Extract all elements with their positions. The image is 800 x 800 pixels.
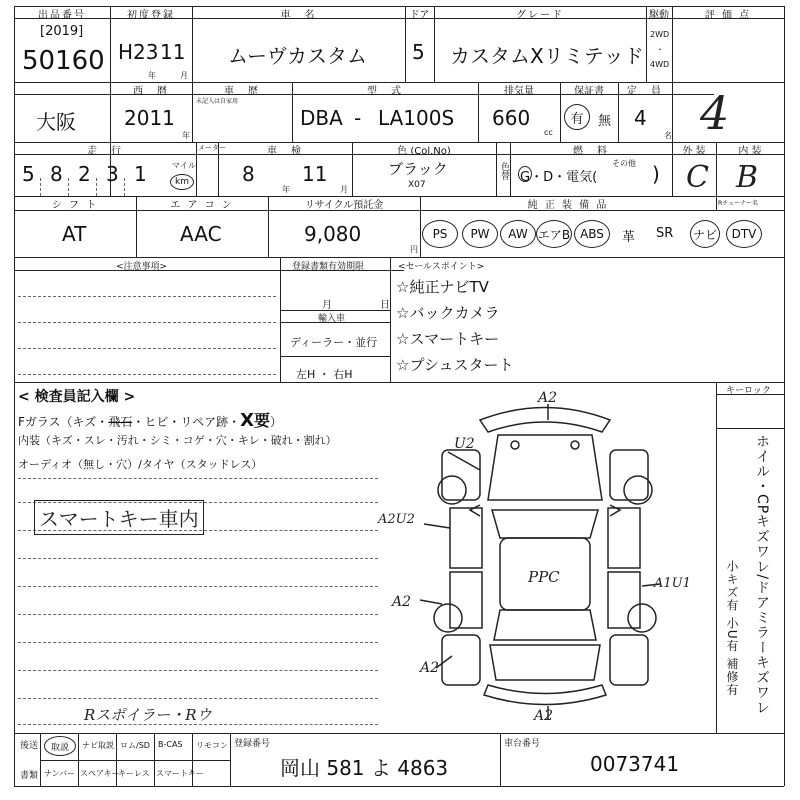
footer-spare-key: スペアキー	[80, 769, 120, 778]
inspection-month-unit: 月	[340, 185, 348, 194]
model-code: LA100S	[378, 106, 455, 130]
first-reg-month: 11	[160, 40, 186, 64]
recycle-value: 9,080	[304, 222, 362, 246]
fuel-close: )	[652, 162, 660, 186]
equip-abs: ABS	[574, 220, 610, 248]
footer-remote: リモコン	[196, 741, 228, 750]
selling-point: ☆プシュスタート	[396, 356, 514, 374]
shift-value: AT	[62, 222, 87, 246]
equip-dtv: DTV	[726, 220, 762, 248]
history-note: 未記入は自家用	[196, 98, 239, 105]
inspection-year-unit: 年	[282, 185, 290, 194]
color-name: ブラック	[388, 160, 448, 178]
selling-points-label: <セールスポイント>	[398, 262, 485, 272]
footer-navi-manual: ナビ取説	[82, 741, 114, 750]
hood	[488, 435, 602, 500]
damage-mark-bottom: A2	[534, 708, 554, 724]
import-label: 輸入車	[318, 314, 346, 324]
interior-label: 内 装	[738, 146, 762, 157]
caution-label: <注意事項>	[116, 262, 168, 272]
reg-expiry-label: 登録書類有効期限	[292, 262, 365, 272]
tuner-label: Rチューナー名	[718, 200, 758, 207]
equip-sunroof: SR	[656, 226, 674, 241]
left-front-fender	[442, 450, 480, 500]
drive-4wd: 4WD	[650, 60, 670, 69]
exterior-grade: C	[686, 160, 709, 195]
interior-damage-line: 内装（キズ・スレ・汚れ・シミ・コゲ・穴・キレ・破れ・割れ）	[18, 434, 337, 447]
rear-bumper	[484, 685, 606, 705]
color-number: X07	[408, 180, 426, 190]
door-count: 5	[412, 40, 425, 64]
fuel-options: G・D・電気(	[520, 170, 598, 185]
interior-grade: B	[736, 160, 759, 195]
model-prefix: DBA	[300, 106, 343, 130]
windshield	[492, 510, 598, 538]
handwritten-note-spoiler: Rスポイラー・Rウ	[84, 706, 212, 724]
footer-bcas: B-CAS	[158, 740, 183, 749]
car-name: ムーヴカスタム	[228, 44, 367, 68]
scratch-note: 小キズ有 小U有 補修有	[725, 560, 739, 697]
mile-unit: マイル	[172, 161, 196, 170]
month-unit: 月	[180, 71, 188, 80]
lot-number: 50160	[22, 46, 105, 76]
grade-label: グレード	[516, 10, 564, 21]
dealer-parallel: ディーラー・並行	[290, 336, 378, 349]
first-reg-label: 初度登録	[127, 10, 175, 21]
year-bracket: [2019]	[40, 24, 84, 39]
handwritten-note-smartkey: スマートキー車内	[34, 500, 204, 535]
displacement-value: 660	[492, 106, 531, 130]
damage-mark-upper-left: U2	[454, 436, 475, 452]
region: 大阪	[36, 110, 76, 134]
aircon-label: エ ア コ ン	[170, 200, 234, 211]
footer-manual: 取説	[44, 736, 76, 756]
equip-airbag: エアB	[536, 220, 572, 248]
yen-unit: 円	[410, 245, 418, 254]
reg-expiry-month: 月	[322, 300, 332, 311]
plate-label: 登録番号	[234, 739, 271, 749]
car-condition-diagram	[380, 390, 710, 730]
mark-arrow	[420, 600, 442, 604]
footer-send-label: 後送	[20, 741, 39, 751]
model-label: 型 式	[367, 86, 403, 97]
fglass-line: Fガラス（キズ・飛石・ヒビ・リペア跡・X要）	[18, 410, 283, 431]
right-front-fender	[610, 450, 648, 500]
selling-point: ☆純正ナビTV	[396, 278, 489, 296]
inspection-label: 車 検	[267, 146, 303, 157]
capacity-label: 定 員	[627, 86, 663, 97]
fuel-other: その他	[612, 159, 636, 168]
lot-no-label: 出品番号	[38, 10, 86, 21]
vin-number: 0073741	[590, 752, 680, 776]
mark-arrow	[424, 524, 450, 528]
door-label: ドア	[409, 10, 430, 21]
selling-point: ☆スマートキー	[396, 330, 500, 348]
warranty-label: 保証書	[574, 86, 604, 97]
mark-arrow	[448, 452, 480, 470]
right-mirror	[610, 505, 620, 516]
equip-aw: AW	[500, 220, 536, 248]
km-unit: km	[170, 174, 194, 190]
displacement-label: 排気量	[504, 86, 534, 97]
warranty-yes: 有	[564, 104, 590, 130]
footer-rom-sd: ロム/SD	[120, 741, 150, 750]
vin-label: 車台番号	[504, 739, 541, 749]
model-dash: -	[354, 106, 362, 130]
reg-expiry-day: 日	[380, 300, 390, 311]
selling-point: ☆バックカメラ	[396, 304, 500, 322]
fuel-label: 燃 料	[573, 146, 609, 157]
cc-unit: cc	[544, 128, 553, 137]
recycle-label: リサイクル預託金	[304, 200, 384, 211]
headlight	[571, 441, 579, 449]
drive-dot: ・	[656, 45, 664, 54]
mileage-digit: 2	[78, 162, 91, 186]
keylock-label: キーロック	[726, 386, 771, 396]
drive-2wd: 2WD	[650, 30, 670, 39]
wheel-rear-right	[628, 604, 656, 632]
footer-docs-label: 書類	[20, 771, 39, 781]
equip-ps: PS	[422, 220, 458, 248]
warranty-no: 無	[598, 114, 612, 129]
rear-gate	[490, 645, 600, 680]
history-label: 車 歴	[224, 86, 260, 97]
left-rear-door	[450, 572, 482, 628]
right-rear-door	[608, 572, 640, 628]
wheel-mirror-note: ホイル・CPキズワレ/ドアミラーキズワレ	[754, 434, 770, 715]
mileage-meter-label: メーター	[198, 144, 226, 152]
damage-mark-rear-left: A2	[420, 660, 440, 676]
capacity-value: 4	[634, 106, 647, 130]
inspection-month: 11	[302, 162, 328, 186]
damage-mark-left-door: A2U2	[378, 512, 415, 527]
equip-pw: PW	[462, 220, 498, 248]
drive-label: 駆動	[649, 10, 669, 21]
damage-mark-left-lower: A2	[392, 594, 412, 610]
equipment-label: 純 正 装 備 品	[527, 200, 609, 211]
year-unit: 年	[148, 71, 156, 80]
damage-mark-top: A2	[538, 390, 558, 406]
damage-mark-right: A1U1	[654, 576, 691, 591]
mileage-digit: 8	[50, 162, 63, 186]
damage-mark-roof: PPC	[528, 568, 560, 586]
car-name-label: 車 名	[280, 10, 317, 21]
equip-leather: 革	[622, 230, 636, 245]
capacity-unit: 名	[664, 131, 672, 140]
shift-label: シ フ ト	[51, 200, 99, 211]
color-change-label: 色替	[499, 162, 509, 180]
model-year: 2011	[124, 106, 175, 130]
footer-plate: ナンバー	[44, 769, 76, 778]
aircon-value: AAC	[180, 222, 222, 246]
inspection-year: 8	[242, 162, 255, 186]
footer-smartkey: スマートキー	[156, 769, 204, 778]
wheel-rear-left	[434, 604, 462, 632]
inspector-title: < 検査員記入欄 >	[18, 389, 136, 405]
fuel-gasoline-circle	[518, 166, 532, 182]
left-mirror	[470, 505, 480, 516]
mileage-digit: 1	[134, 162, 147, 186]
left-front-door	[450, 508, 482, 568]
color-label: 色 (Col.No)	[397, 146, 451, 157]
west-year-label: 西 暦	[133, 86, 169, 97]
plate-number: 岡山 581 よ 4863	[280, 756, 449, 780]
score-value: 4	[700, 86, 730, 140]
score-label: 評 価 点	[704, 10, 752, 21]
headlight	[511, 441, 519, 449]
audio-tire-line: オーディオ（無し・穴）/タイヤ（スタッドレス）	[18, 458, 263, 471]
left-right-handle: 左H ・ 右H	[296, 368, 353, 381]
right-rear-fender	[610, 635, 648, 685]
equip-navi: ナビ	[690, 220, 720, 248]
model-year-unit: 年	[182, 131, 190, 140]
mileage-digit: 5	[22, 162, 35, 186]
front-bumper	[480, 408, 610, 433]
exterior-label: 外 装	[682, 146, 706, 157]
mileage-digit: 3	[106, 162, 119, 186]
mileage-label: 走 行	[87, 146, 123, 157]
first-reg-era: H23	[118, 40, 159, 64]
grade: カスタムXリミテッド	[450, 44, 644, 68]
footer-keyless: キーレス	[118, 769, 150, 778]
rear-window	[494, 610, 596, 640]
right-front-door	[608, 508, 640, 568]
